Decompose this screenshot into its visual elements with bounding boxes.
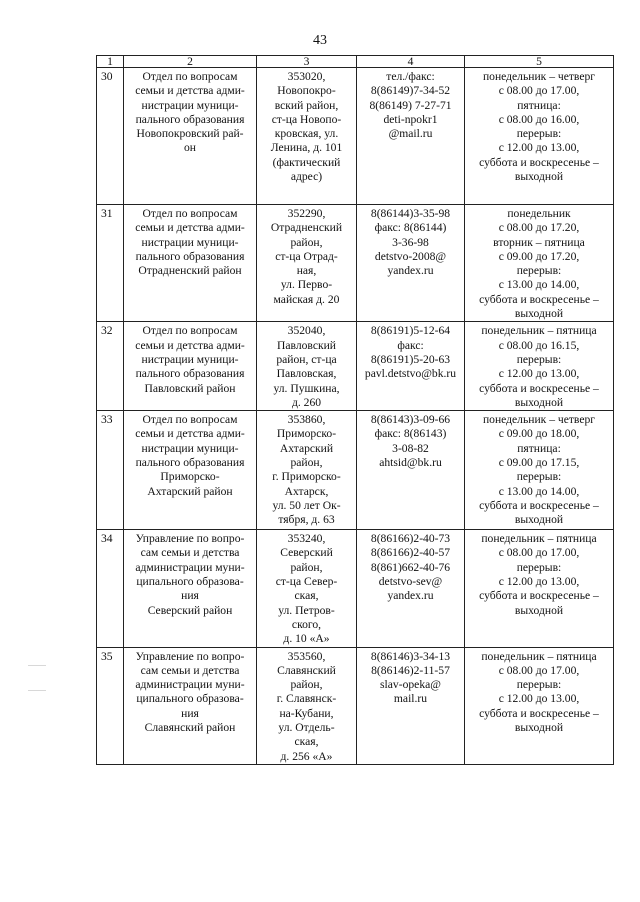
row-number-cell: 35 — [97, 647, 124, 764]
text-line: 3-08-82 — [392, 441, 429, 455]
text-line: тября, д. 63 — [278, 513, 335, 527]
table-row — [97, 322, 614, 411]
text-line: Отдел по вопросам — [142, 413, 238, 427]
address-cell — [257, 205, 357, 322]
text-line: нистрации муници- — [141, 441, 239, 455]
text-line: суббота и воскресенье – — [479, 498, 599, 512]
text-line: 352290, — [287, 207, 326, 220]
text-line: 353560, — [287, 649, 326, 663]
text-line: район, — [290, 560, 323, 574]
column-number: 4 — [357, 56, 465, 68]
text-line: суббота и воскресенье – — [479, 292, 599, 306]
text-line: Отдел по вопросам — [142, 70, 238, 83]
column-number: 2 — [124, 56, 257, 68]
text-line: ципального образова- — [136, 692, 244, 706]
text-line: нистрации муници- — [141, 352, 239, 366]
text-line: 8(86144)3-35-98 — [370, 207, 451, 220]
text-line: ул. Пушкина, — [273, 381, 340, 395]
text-line: 353020, — [287, 70, 326, 83]
text-line: тел./факс: — [386, 70, 435, 83]
text-line: с 08.00 до 17.00, — [498, 663, 580, 677]
text-line: понедельник – четверг — [482, 70, 596, 83]
text-line: ст-ца Новопо- — [271, 112, 342, 126]
address-cell — [257, 530, 357, 647]
text-line: район, — [290, 456, 323, 470]
text-line: пального образования — [135, 112, 245, 126]
text-line: район, ст-ца — [276, 352, 337, 366]
text-line: Павловский район — [144, 381, 236, 395]
text-line: Павловская, — [276, 367, 337, 381]
text-line: detstvo-sev@ — [378, 575, 443, 589]
text-line: Управление по вопро- — [135, 649, 245, 663]
text-line: ahtsid@bk.ru — [379, 456, 442, 470]
text-line: сам семьи и детства — [140, 546, 240, 560]
text-line: Северский — [280, 546, 333, 560]
text-line: нистрации муници- — [141, 98, 239, 112]
text-line: выходной — [514, 307, 564, 321]
row-number-cell: 30 — [97, 68, 124, 205]
text-line: понедельник – пятница — [481, 324, 597, 338]
text-line: с 08.00 до 16.15, — [498, 338, 580, 352]
text-line: семьи и детства адми- — [135, 338, 245, 352]
table-row — [97, 205, 614, 322]
text-line: deti-npokr1 — [383, 112, 438, 126]
text-line: пятница: — [517, 441, 561, 455]
text-line: Отдел по вопросам — [142, 207, 238, 220]
text-line: 8(86191)5-12-64 — [370, 324, 451, 338]
text-line: Славянский район — [144, 721, 236, 735]
text-line: ная, — [296, 264, 317, 278]
text-line: 8(86149) 7-27-71 — [369, 98, 452, 112]
text-line: с 09.00 до 17.20, — [498, 249, 580, 263]
text-line: yandex.ru — [387, 264, 434, 278]
row-number-cell: 31 — [97, 205, 124, 322]
text-line: нистрации муници- — [141, 235, 239, 249]
text-line: семьи и детства адми- — [135, 84, 245, 98]
working-hours-cell — [465, 205, 614, 322]
text-line: 8(86146)3-34-13 — [370, 649, 451, 663]
text-line: с 12.00 до 13.00, — [498, 141, 580, 155]
text-line: Ахтарск, — [284, 484, 329, 498]
text-line: факс: 8(86143) — [374, 427, 447, 441]
text-line: выходной — [514, 721, 564, 735]
text-line: Отдел по вопросам — [142, 324, 238, 338]
text-line: Приморско- — [160, 470, 220, 484]
organization-name-cell — [124, 647, 257, 764]
text-line: pavl.detstvo@bk.ru — [364, 367, 457, 381]
organization-name-cell — [124, 322, 257, 411]
text-line: перерыв: — [516, 352, 562, 366]
text-line: майская д. 20 — [273, 292, 340, 306]
text-line: выходной — [514, 513, 564, 527]
text-line: семьи и детства адми- — [135, 427, 245, 441]
text-line: Северский район — [147, 603, 233, 617]
contacts-cell — [357, 68, 465, 205]
text-line: понедельник – пятница — [481, 532, 597, 546]
text-line: суббота и воскресенье – — [479, 589, 599, 603]
text-line: Отрадненский — [270, 221, 343, 235]
text-line: факс: — [397, 338, 424, 352]
text-line: адрес) — [290, 170, 323, 184]
text-line: ст-ца Отрад- — [275, 249, 338, 263]
table-row — [97, 647, 614, 764]
text-line: Ленина, д. 101 — [270, 141, 343, 155]
text-line: 3-36-98 — [392, 235, 429, 249]
text-line: ст-ца Север- — [275, 575, 338, 589]
row-number-cell: 33 — [97, 411, 124, 530]
working-hours-cell — [465, 68, 614, 205]
text-line: суббота и воскресенье – — [479, 706, 599, 720]
text-line: с 09.00 до 18.00, — [498, 427, 580, 441]
organizations-table — [96, 55, 614, 765]
text-line: сам семьи и детства — [140, 663, 240, 677]
text-line: 352040, — [287, 324, 326, 338]
text-line: ул. Отдель- — [278, 721, 335, 735]
text-line: Павловский — [276, 338, 337, 352]
text-line: перерыв: — [516, 264, 562, 278]
table-row — [97, 530, 614, 647]
working-hours-cell — [465, 411, 614, 530]
text-line: с 12.00 до 13.00, — [498, 575, 580, 589]
contacts-cell — [357, 411, 465, 530]
text-line: вский район, — [274, 98, 339, 112]
text-line: район, — [290, 678, 323, 692]
text-line: с 13.00 до 14.00, — [498, 484, 580, 498]
organization-name-cell — [124, 411, 257, 530]
text-line: 8(86149)7-34-52 — [370, 84, 451, 98]
text-line: кровская, ул. — [274, 127, 339, 141]
scan-artifact — [28, 690, 46, 691]
text-line: detstvo-2008@ — [374, 249, 447, 263]
text-line: пального образования — [135, 249, 245, 263]
text-line: выходной — [514, 603, 564, 617]
text-line: ского, — [291, 617, 322, 631]
text-line: с 08.00 до 16.00, — [498, 112, 580, 126]
text-line: ул. Перво- — [280, 278, 333, 292]
text-line: Новопокро- — [277, 84, 336, 98]
row-number-cell: 32 — [97, 322, 124, 411]
text-line: с 12.00 до 13.00, — [498, 692, 580, 706]
text-line: д. 256 «А» — [280, 749, 333, 763]
text-line: с 08.00 до 17.00, — [498, 84, 580, 98]
text-line: понедельник – четверг — [482, 413, 596, 427]
text-line: район, — [290, 235, 323, 249]
text-line: ская, — [294, 589, 319, 603]
text-line: 8(86143)3-09-66 — [370, 413, 451, 427]
scan-artifact — [28, 665, 46, 666]
working-hours-cell — [465, 322, 614, 411]
text-line: пального образования — [135, 456, 245, 470]
text-line: ул. Петров- — [278, 603, 335, 617]
text-line: пального образования — [135, 367, 245, 381]
text-line: факс: 8(86144) — [374, 221, 447, 235]
text-line: с 09.00 до 17.15, — [498, 456, 580, 470]
text-line: 8(861)662-40-76 — [370, 560, 451, 574]
organization-name-cell — [124, 68, 257, 205]
text-line: понедельник — [507, 207, 571, 220]
text-line: mail.ru — [393, 692, 428, 706]
text-line: 8(86166)2-40-73 — [370, 532, 451, 546]
text-line: ул. 50 лет Ок- — [272, 498, 341, 512]
contacts-cell — [357, 647, 465, 764]
text-line: г. Славянск- — [276, 692, 337, 706]
text-line: администрации муни- — [135, 560, 245, 574]
text-line: суббота и воскресенье – — [479, 381, 599, 395]
address-cell — [257, 411, 357, 530]
text-line: с 08.00 до 17.00, — [498, 546, 580, 560]
text-line: Ахтарский район — [147, 484, 233, 498]
text-line: с 12.00 до 13.00, — [498, 367, 580, 381]
text-line: понедельник – пятница — [481, 649, 597, 663]
text-line: 8(86191)5-20-63 — [370, 352, 451, 366]
text-line: семьи и детства адми- — [135, 221, 245, 235]
text-line: ципального образова- — [136, 575, 244, 589]
text-line: Славянский — [277, 663, 336, 677]
text-line: Новопокровский рай- — [136, 127, 244, 141]
text-line: с 08.00 до 17.20, — [498, 221, 580, 235]
contacts-cell — [357, 322, 465, 411]
text-line: выходной — [514, 395, 564, 409]
text-line: yandex.ru — [387, 589, 434, 603]
text-line: Приморско- — [276, 427, 337, 441]
address-cell — [257, 68, 357, 205]
text-line: перерыв: — [516, 678, 562, 692]
text-line: 353860, — [287, 413, 326, 427]
text-line: выходной — [514, 170, 564, 184]
text-line: Управление по вопро- — [135, 532, 245, 546]
text-line: д. 260 — [291, 395, 322, 409]
text-line: администрации муни- — [135, 678, 245, 692]
table-row — [97, 68, 614, 205]
text-line: г. Приморско- — [272, 470, 341, 484]
row-number-cell: 34 — [97, 530, 124, 647]
contacts-cell — [357, 530, 465, 647]
text-line: он — [183, 141, 196, 155]
address-cell — [257, 647, 357, 764]
column-number-row — [97, 56, 614, 68]
text-line: пятница: — [517, 98, 561, 112]
page-number: 43 — [313, 33, 327, 48]
column-number: 5 — [465, 56, 614, 68]
text-line: суббота и воскресенье – — [479, 155, 599, 169]
text-line: ния — [181, 589, 199, 603]
text-line: ния — [181, 706, 199, 720]
text-line: на-Кубани, — [279, 706, 334, 720]
working-hours-cell — [465, 647, 614, 764]
text-line: перерыв: — [516, 560, 562, 574]
text-line: @mail.ru — [388, 127, 433, 141]
text-line: 8(86146)2-11-57 — [371, 663, 450, 677]
working-hours-cell — [465, 530, 614, 647]
column-number: 3 — [257, 56, 357, 68]
text-line: Ахтарский — [279, 441, 334, 455]
text-line: с 13.00 до 14.00, — [498, 278, 580, 292]
column-number: 1 — [97, 56, 124, 68]
contacts-cell — [357, 205, 465, 322]
organization-name-cell — [124, 205, 257, 322]
text-line: (фактический — [272, 155, 341, 169]
text-line: Отрадненский район — [138, 264, 242, 278]
text-line: перерыв: — [516, 127, 562, 141]
text-line: ская, — [294, 735, 319, 749]
text-line: slav-opeka@ — [380, 678, 441, 692]
text-line: перерыв: — [516, 470, 562, 484]
organization-name-cell — [124, 530, 257, 647]
address-cell — [257, 322, 357, 411]
text-line: 353240, — [287, 532, 326, 546]
table-row — [97, 411, 614, 530]
text-line: д. 10 «А» — [283, 632, 330, 646]
text-line: вторник – пятница — [493, 235, 585, 249]
text-line: 8(86166)2-40-57 — [370, 546, 451, 560]
